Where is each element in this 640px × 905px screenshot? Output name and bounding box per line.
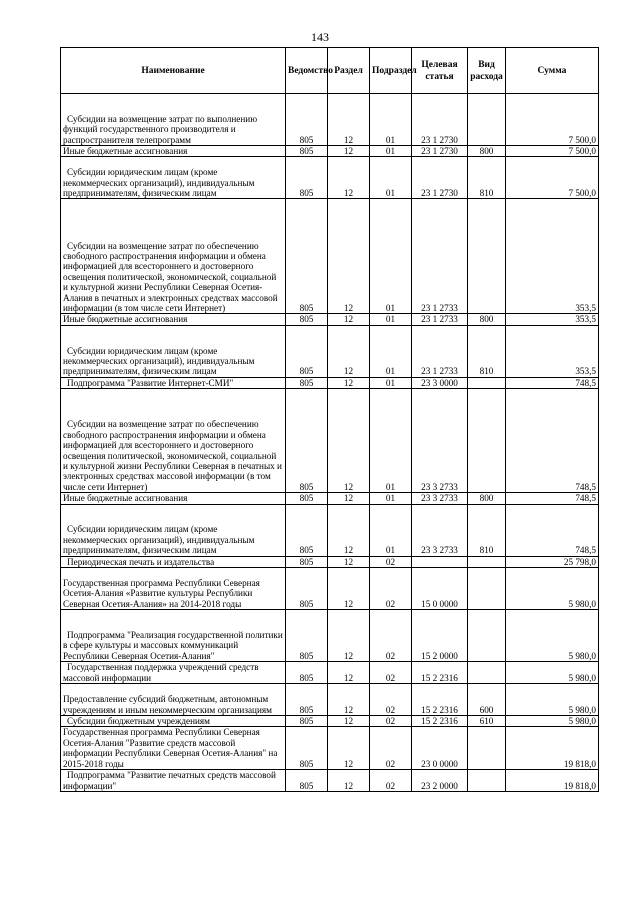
table-row xyxy=(61,389,599,493)
row-sum: 19 818,0 xyxy=(506,727,599,770)
row-subsection: 01 xyxy=(370,504,412,556)
row-department: 805 xyxy=(286,389,328,493)
row-target-item: 23 3 2733 xyxy=(412,493,468,504)
row-subsection: 01 xyxy=(370,146,412,157)
row-sum: 353,5 xyxy=(506,314,599,325)
row-expense-type xyxy=(468,389,506,493)
table-row xyxy=(61,610,599,662)
row-sum: 748,5 xyxy=(506,389,599,493)
row-department: 805 xyxy=(286,94,328,146)
row-name: Субсидии бюджетным учреждениям xyxy=(61,716,286,727)
row-subsection: 01 xyxy=(370,493,412,504)
header-name: Наименование xyxy=(61,48,286,94)
row-expense-type xyxy=(468,199,506,314)
row-target-item: 15 2 2316 xyxy=(412,716,468,727)
row-target-item xyxy=(412,556,468,567)
row-expense-type xyxy=(468,610,506,662)
row-section: 12 xyxy=(328,662,370,684)
row-sum: 7 500,0 xyxy=(506,146,599,157)
row-name: Иные бюджетные ассигнования xyxy=(61,314,286,325)
row-sum: 7 500,0 xyxy=(506,157,599,199)
row-department: 805 xyxy=(286,568,328,610)
row-name: Подпрограмма "Реализация государственной политики в сфере культуры и массовых коммуникаций Республики Северная Осетия-Алания" xyxy=(61,610,286,662)
budget-table xyxy=(60,47,599,792)
row-expense-type xyxy=(468,568,506,610)
row-subsection: 02 xyxy=(370,770,412,792)
row-target-item: 15 0 0000 xyxy=(412,568,468,610)
row-subsection: 01 xyxy=(370,314,412,325)
row-name: Подпрограмма "Развитие Интернет-СМИ" xyxy=(61,377,286,388)
row-name: Иные бюджетные ассигнования xyxy=(61,146,286,157)
row-name: Государственная программа Республики Северная Осетия-Алания «Развитие культуры Республики Северная Осетия-Алания» на 2014-2018 годы xyxy=(61,568,286,610)
row-name: Субсидии юридическим лицам (кроме некоммерческих организаций), индивидуальным предпринимателям, физическим лицам xyxy=(61,157,286,199)
row-subsection: 02 xyxy=(370,727,412,770)
row-name: Государственная поддержка учреждений средств массовой информации xyxy=(61,662,286,684)
row-target-item: 23 1 2733 xyxy=(412,314,468,325)
table-row xyxy=(61,504,599,556)
row-department: 805 xyxy=(286,727,328,770)
table-row xyxy=(61,716,599,727)
row-subsection: 01 xyxy=(370,389,412,493)
row-expense-type: 610 xyxy=(468,716,506,727)
row-subsection: 02 xyxy=(370,556,412,567)
row-expense-type xyxy=(468,556,506,567)
row-subsection: 01 xyxy=(370,199,412,314)
row-section: 12 xyxy=(328,325,370,377)
row-expense-type: 810 xyxy=(468,157,506,199)
row-section: 12 xyxy=(328,199,370,314)
row-name: Государственная программа Республики Северная Осетия-Алания "Развитие средств массовой информации Республики Северная Осетия-Алания" на 2015-2018 годы xyxy=(61,727,286,770)
row-target-item: 23 1 2730 xyxy=(412,146,468,157)
row-section: 12 xyxy=(328,389,370,493)
row-name: Предоставление субсидий бюджетным, автономным учреждениям и иным некоммерческим организациям xyxy=(61,684,286,716)
row-sum: 748,5 xyxy=(506,493,599,504)
row-sum: 5 980,0 xyxy=(506,662,599,684)
table-row xyxy=(61,325,599,377)
row-name: Периодическая печать и издательства xyxy=(61,556,286,567)
row-sum: 19 818,0 xyxy=(506,770,599,792)
row-subsection: 02 xyxy=(370,684,412,716)
header-row xyxy=(61,48,599,94)
row-section: 12 xyxy=(328,94,370,146)
row-section: 12 xyxy=(328,146,370,157)
row-target-item: 23 1 2730 xyxy=(412,157,468,199)
row-subsection: 01 xyxy=(370,377,412,388)
header-subsection: Подраздел xyxy=(370,48,412,94)
row-sum: 748,5 xyxy=(506,377,599,388)
row-section: 12 xyxy=(328,684,370,716)
row-sum: 5 980,0 xyxy=(506,568,599,610)
table-row xyxy=(61,556,599,567)
row-expense-type: 810 xyxy=(468,325,506,377)
table-row xyxy=(61,770,599,792)
row-department: 805 xyxy=(286,684,328,716)
row-department: 805 xyxy=(286,662,328,684)
row-section: 12 xyxy=(328,377,370,388)
row-target-item: 15 2 0000 xyxy=(412,610,468,662)
table-row xyxy=(61,146,599,157)
table-row xyxy=(61,684,599,716)
row-department: 805 xyxy=(286,146,328,157)
row-sum: 5 980,0 xyxy=(506,716,599,727)
row-target-item: 23 2 0000 xyxy=(412,770,468,792)
row-target-item: 15 2 2316 xyxy=(412,684,468,716)
table-row xyxy=(61,727,599,770)
row-name: Подпрограмма "Развитие печатных средств массовой информации" xyxy=(61,770,286,792)
row-subsection: 01 xyxy=(370,94,412,146)
row-target-item: 23 0 0000 xyxy=(412,727,468,770)
table-row xyxy=(61,568,599,610)
row-section: 12 xyxy=(328,556,370,567)
row-department: 805 xyxy=(286,157,328,199)
row-section: 12 xyxy=(328,314,370,325)
row-name: Субсидии на возмещение затрат по выполнению функций государственного производителя и распространителя телепрограмм xyxy=(61,94,286,146)
row-target-item: 23 1 2730 xyxy=(412,94,468,146)
row-section: 12 xyxy=(328,568,370,610)
row-department: 805 xyxy=(286,493,328,504)
page-number: 143 xyxy=(311,30,329,44)
row-section: 12 xyxy=(328,157,370,199)
row-subsection: 01 xyxy=(370,157,412,199)
row-sum: 25 798,0 xyxy=(506,556,599,567)
row-expense-type: 800 xyxy=(468,146,506,157)
row-expense-type: 800 xyxy=(468,314,506,325)
row-section: 12 xyxy=(328,716,370,727)
header-department: Ведомство xyxy=(286,48,328,94)
header-expense-type: Вид расхода xyxy=(468,48,506,94)
row-expense-type xyxy=(468,662,506,684)
row-subsection: 02 xyxy=(370,716,412,727)
row-target-item: 23 1 2733 xyxy=(412,325,468,377)
row-expense-type: 600 xyxy=(468,684,506,716)
row-sum: 7 500,0 xyxy=(506,94,599,146)
row-sum: 748,5 xyxy=(506,504,599,556)
table-row xyxy=(61,377,599,388)
row-sum: 353,5 xyxy=(506,325,599,377)
row-expense-type: 800 xyxy=(468,493,506,504)
row-target-item: 23 1 2733 xyxy=(412,199,468,314)
row-sum: 5 980,0 xyxy=(506,684,599,716)
table-row xyxy=(61,199,599,314)
row-expense-type xyxy=(468,727,506,770)
row-subsection: 02 xyxy=(370,662,412,684)
table-row xyxy=(61,493,599,504)
row-sum: 353,5 xyxy=(506,199,599,314)
table-row xyxy=(61,314,599,325)
row-department: 805 xyxy=(286,610,328,662)
row-expense-type xyxy=(468,94,506,146)
header-section: Раздел xyxy=(328,48,370,94)
row-target-item: 23 3 0000 xyxy=(412,377,468,388)
table-row xyxy=(61,157,599,199)
row-department: 805 xyxy=(286,556,328,567)
row-expense-type xyxy=(468,377,506,388)
row-section: 12 xyxy=(328,610,370,662)
row-target-item: 15 2 2316 xyxy=(412,662,468,684)
row-department: 805 xyxy=(286,325,328,377)
row-section: 12 xyxy=(328,770,370,792)
table-row xyxy=(61,94,599,146)
row-subsection: 01 xyxy=(370,325,412,377)
row-name: Субсидии на возмещение затрат по обеспечению свободного распространения информации и обмена информацией для всестороннего и достоверного освещения политической, экономической, социальной и культурной жизни Республики Северная в печатных и электронных средствах массовой информации (в том числе сети Интернет) xyxy=(61,389,286,493)
row-section: 12 xyxy=(328,727,370,770)
row-name: Субсидии юридическим лицам (кроме некоммерческих организаций), индивидуальным предпринимателям, физическим лицам xyxy=(61,325,286,377)
row-section: 12 xyxy=(328,493,370,504)
row-department: 805 xyxy=(286,770,328,792)
row-subsection: 02 xyxy=(370,568,412,610)
header-sum: Сумма xyxy=(506,48,599,94)
row-department: 805 xyxy=(286,716,328,727)
row-section: 12 xyxy=(328,504,370,556)
row-target-item: 23 3 2733 xyxy=(412,389,468,493)
row-department: 805 xyxy=(286,504,328,556)
row-expense-type xyxy=(468,770,506,792)
row-department: 805 xyxy=(286,199,328,314)
header-target-item: Целевая статья xyxy=(412,48,468,94)
table-row xyxy=(61,662,599,684)
row-sum: 5 980,0 xyxy=(506,610,599,662)
row-name: Субсидии на возмещение затрат по обеспечению свободного распространения информации и обмена информацией для всестороннего и достоверного освещения политической, экономической, социальной и культурной жизни Республики Северная Осетия-Алания в печатных и электронных средствах массовой информации (в том числе сети Интернет) xyxy=(61,199,286,314)
row-target-item: 23 3 2733 xyxy=(412,504,468,556)
row-name: Иные бюджетные ассигнования xyxy=(61,493,286,504)
row-expense-type: 810 xyxy=(468,504,506,556)
row-department: 805 xyxy=(286,377,328,388)
row-name: Субсидии юридическим лицам (кроме некоммерческих организаций), индивидуальным предпринимателям, физическим лицам xyxy=(61,504,286,556)
row-department: 805 xyxy=(286,314,328,325)
row-subsection: 02 xyxy=(370,610,412,662)
